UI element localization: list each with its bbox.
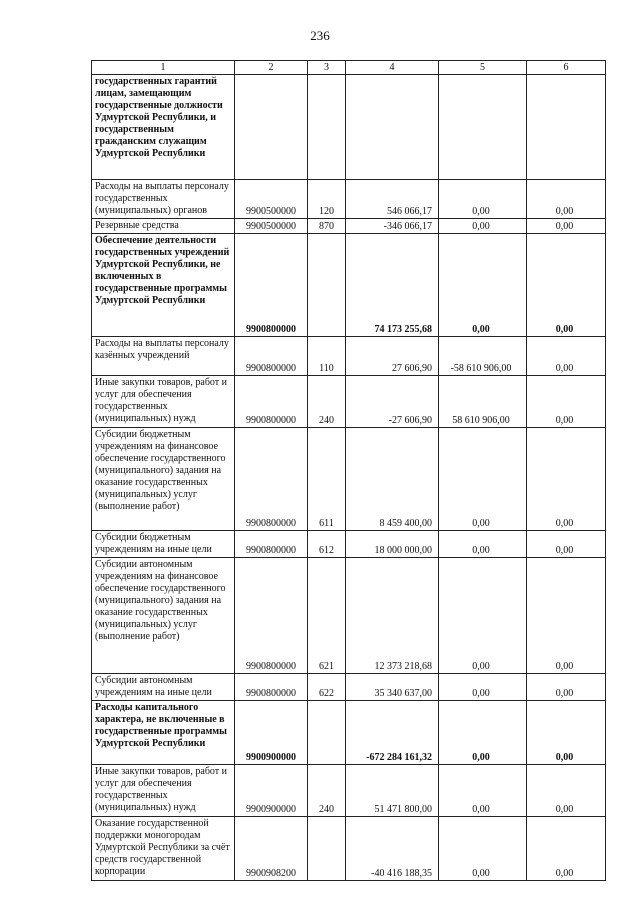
row-value-col4-cell: -672 284 161,32 — [346, 701, 439, 765]
row-name-cell: Субсидии бюджетным учреждениям на финансовое обеспечение государственного (муниципального) задания на оказание государственных (муниципальных) услуг (выполнение работ) — [92, 428, 235, 531]
table-row — [92, 701, 606, 765]
row-type-cell: 870 — [308, 219, 346, 234]
row-value-col5-cell: 58 610 906,00 — [439, 376, 527, 428]
table-row — [92, 765, 606, 817]
row-value-col6-cell: 0,00 — [527, 701, 606, 765]
row-value-col4-cell: 12 373 218,68 — [346, 558, 439, 674]
header-cell: 2 — [235, 61, 308, 75]
row-value-col6-cell: 0,00 — [527, 376, 606, 428]
table-row — [92, 558, 606, 674]
budget-table — [91, 60, 606, 881]
row-code-cell: 9900900000 — [235, 765, 308, 817]
row-value-col6-cell: 0,00 — [527, 428, 606, 531]
table-row — [92, 817, 606, 881]
row-value-col5-cell: 0,00 — [439, 817, 527, 881]
table-row — [92, 428, 606, 531]
row-type-cell — [308, 817, 346, 881]
row-name-cell: Иные закупки товаров, работ и услуг для обеспечения государственных (муниципальных) нужд — [92, 765, 235, 817]
row-code-cell: 9900500000 — [235, 219, 308, 234]
row-value-col6-cell: 0,00 — [527, 180, 606, 219]
page-number: 236 — [310, 28, 330, 43]
row-value-col4-cell: 51 471 800,00 — [346, 765, 439, 817]
row-name-cell: Иные закупки товаров, работ и услуг для обеспечения государственных (муниципальных) нужд — [92, 376, 235, 428]
row-type-cell: 612 — [308, 531, 346, 558]
row-value-col4-cell: 27 606,90 — [346, 337, 439, 376]
row-code-cell: 9900900000 — [235, 701, 308, 765]
row-code-cell: 9900800000 — [235, 674, 308, 701]
row-code-cell: 9900800000 — [235, 558, 308, 674]
row-value-col6-cell: 0,00 — [527, 531, 606, 558]
row-name-cell: Расходы на выплаты персоналу государственных (муниципальных) органов — [92, 180, 235, 219]
header-cell: 3 — [308, 61, 346, 75]
header-row — [92, 61, 606, 75]
row-type-cell: 621 — [308, 558, 346, 674]
row-type-cell — [308, 701, 346, 765]
row-code-cell: 9900800000 — [235, 531, 308, 558]
row-name-cell: Субсидии автономным учреждениям на финансовое обеспечение государственного (муниципального) задания на оказание государственных (муниципальных) услуг (выполнение работ) — [92, 558, 235, 674]
row-value-col5-cell: -58 610 906,00 — [439, 337, 527, 376]
table-row — [92, 674, 606, 701]
table-row — [92, 376, 606, 428]
row-value-col4-cell: -346 066,17 — [346, 219, 439, 234]
row-value-col6-cell: 0,00 — [527, 674, 606, 701]
row-type-cell: 120 — [308, 180, 346, 219]
header-cell: 5 — [439, 61, 527, 75]
row-value-col4-cell — [346, 75, 439, 180]
row-value-col5-cell: 0,00 — [439, 765, 527, 817]
row-value-col6-cell: 0,00 — [527, 817, 606, 881]
row-name-cell: Субсидии бюджетным учреждениям на иные цели — [92, 531, 235, 558]
row-name-cell: государственных гарантий лицам, замещающим государственные должности Удмуртской Республики, и государственным гражданским служащим Удмуртской Республики — [92, 75, 235, 180]
row-value-col6-cell: 0,00 — [527, 219, 606, 234]
row-code-cell: 9900800000 — [235, 337, 308, 376]
row-value-col4-cell: -27 606,90 — [346, 376, 439, 428]
row-value-col6-cell: 0,00 — [527, 337, 606, 376]
row-value-col5-cell: 0,00 — [439, 531, 527, 558]
row-value-col6-cell: 0,00 — [527, 558, 606, 674]
row-value-col5-cell: 0,00 — [439, 674, 527, 701]
row-code-cell: 9900500000 — [235, 180, 308, 219]
row-type-cell: 240 — [308, 765, 346, 817]
row-value-col5-cell: 0,00 — [439, 701, 527, 765]
row-value-col4-cell: 74 173 255,68 — [346, 234, 439, 337]
row-value-col6-cell — [527, 75, 606, 180]
row-name-cell: Расходы капитального характера, не включенные в государственные программы Удмуртской Республики — [92, 701, 235, 765]
table-row — [92, 180, 606, 219]
table-row — [92, 337, 606, 376]
row-name-cell: Оказание государственной поддержки моногородам Удмуртской Республики за счёт средств государственной корпорации — [92, 817, 235, 881]
row-code-cell: 9900908200 — [235, 817, 308, 881]
row-value-col5-cell: 0,00 — [439, 558, 527, 674]
header-cell: 1 — [92, 61, 235, 75]
row-type-cell — [308, 234, 346, 337]
row-value-col4-cell: -40 416 188,35 — [346, 817, 439, 881]
row-value-col5-cell: 0,00 — [439, 180, 527, 219]
row-type-cell — [308, 75, 346, 180]
row-value-col4-cell: 8 459 400,00 — [346, 428, 439, 531]
row-type-cell: 110 — [308, 337, 346, 376]
row-value-col5-cell: 0,00 — [439, 428, 527, 531]
row-value-col4-cell: 18 000 000,00 — [346, 531, 439, 558]
header-cell: 6 — [527, 61, 606, 75]
row-value-col6-cell: 0,00 — [527, 234, 606, 337]
row-code-cell: 9900800000 — [235, 376, 308, 428]
row-type-cell: 611 — [308, 428, 346, 531]
header-cell: 4 — [346, 61, 439, 75]
row-value-col5-cell: 0,00 — [439, 219, 527, 234]
row-value-col5-cell — [439, 75, 527, 180]
row-name-cell: Резервные средства — [92, 219, 235, 234]
row-code-cell: 9900800000 — [235, 234, 308, 337]
row-name-cell: Субсидии автономным учреждениям на иные цели — [92, 674, 235, 701]
table-row — [92, 219, 606, 234]
row-code-cell: 9900800000 — [235, 428, 308, 531]
row-value-col4-cell: 546 066,17 — [346, 180, 439, 219]
table-row — [92, 531, 606, 558]
row-value-col4-cell: 35 340 637,00 — [346, 674, 439, 701]
row-name-cell: Расходы на выплаты персоналу казённых учреждений — [92, 337, 235, 376]
row-value-col6-cell: 0,00 — [527, 765, 606, 817]
table-row — [92, 75, 606, 180]
row-type-cell: 622 — [308, 674, 346, 701]
row-type-cell: 240 — [308, 376, 346, 428]
row-value-col5-cell: 0,00 — [439, 234, 527, 337]
row-code-cell — [235, 75, 308, 180]
row-name-cell: Обеспечение деятельности государственных учреждений Удмуртской Республики, не включенных в государственные программы Удмуртской Республики — [92, 234, 235, 337]
table-row — [92, 234, 606, 337]
